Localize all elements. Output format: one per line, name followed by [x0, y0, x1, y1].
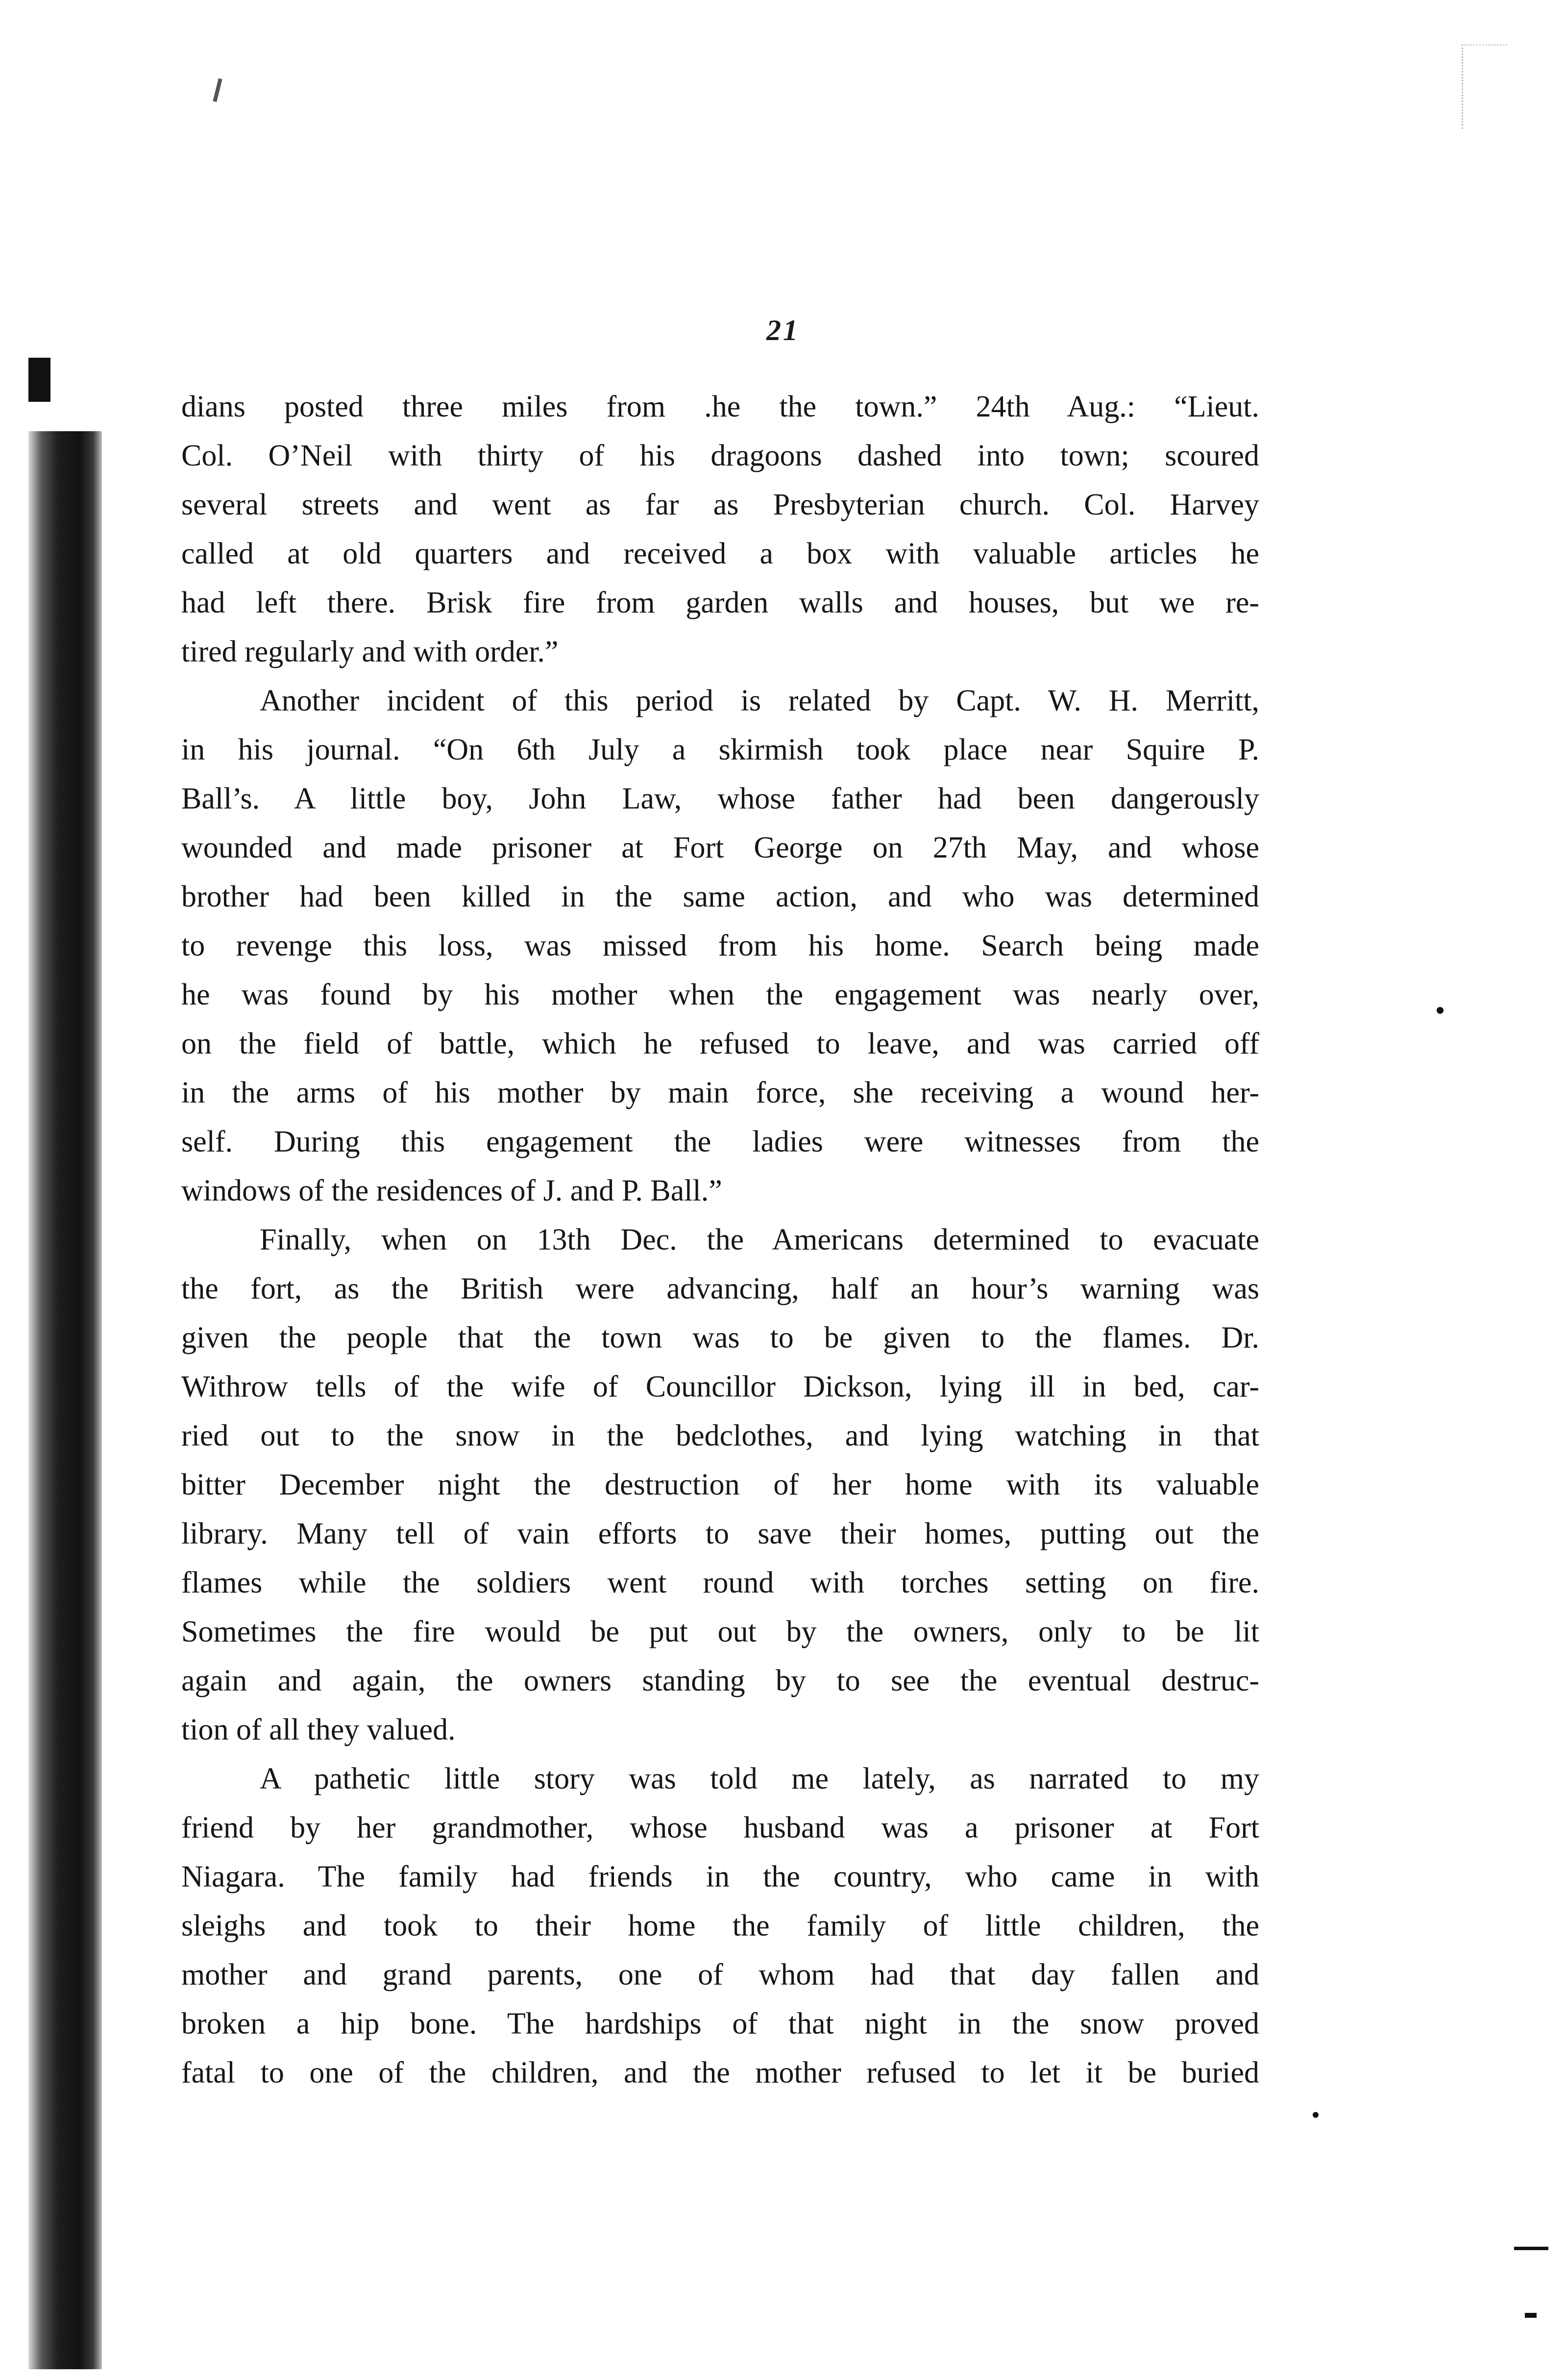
- text-line: fatal to one of the children, and the mother refused to let it be buried: [181, 2056, 1259, 2089]
- text-line: Finally, when on 13th Dec. the Americans determined to evacuate: [260, 1223, 1259, 1256]
- stray-mark: [213, 78, 222, 102]
- text-line: Sometimes the fire would be put out by the owners, only to be lit: [181, 1615, 1259, 1648]
- text-line: several streets and went as far as Presbyterian church. Col. Harvey: [181, 488, 1259, 521]
- text-line: given the people that the town was to be given to the flames. Dr.: [181, 1321, 1259, 1354]
- text-line: mother and grand parents, one of whom had that day fallen and: [181, 1958, 1259, 1991]
- text-line: tion of all they valued.: [181, 1713, 456, 1746]
- text-line: the fort, as the British were advancing, half an hour’s warning was: [181, 1272, 1259, 1305]
- text-line: self. During this engagement the ladies were witnesses from the: [181, 1125, 1259, 1158]
- paragraph: [181, 1215, 1259, 1754]
- text-line: sleighs and took to their home the family of little children, the: [181, 1909, 1259, 1942]
- text-line: he was found by his mother when the engagement was nearly over,: [181, 978, 1259, 1011]
- page-number: 21: [766, 314, 800, 346]
- text-line: had left there. Brisk fire from garden walls and houses, but we re-: [181, 586, 1259, 619]
- corner-speckle: [1462, 44, 1507, 129]
- text-line: on the field of battle, which he refused to leave, and was carried off: [181, 1027, 1259, 1060]
- text-line: friend by her grandmother, whose husband was a prisoner at Fort: [181, 1811, 1259, 1844]
- paragraph: [181, 1754, 1259, 2097]
- paragraph: [181, 676, 1259, 1215]
- text-line: Niagara. The family had friends in the country, who came in with: [181, 1860, 1259, 1893]
- text-line: library. Many tell of vain efforts to save their homes, putting out the: [181, 1517, 1259, 1550]
- text-line: in his journal. “On 6th July a skirmish took place near Squire P.: [181, 733, 1259, 766]
- text-line: tired regularly and with order.”: [181, 635, 559, 668]
- body-text: [181, 382, 1259, 2097]
- text-line: Withrow tells of the wife of Councillor Dickson, lying ill in bed, car-: [181, 1370, 1259, 1403]
- text-line: again and again, the owners standing by to see the eventual destruc-: [181, 1664, 1259, 1697]
- edge-dash: [1514, 2247, 1548, 2250]
- text-line: to revenge this loss, was missed from his home. Search being made: [181, 929, 1259, 962]
- text-line: windows of the residences of J. and P. Ball.”: [181, 1174, 722, 1207]
- text-line: called at old quarters and received a box with valuable articles he: [181, 537, 1259, 570]
- text-line: Another incident of this period is related by Capt. W. H. Merritt,: [260, 684, 1259, 717]
- paragraph: [181, 382, 1259, 676]
- text-line: A pathetic little story was told me lately, as narrated to my: [260, 1762, 1259, 1795]
- text-line: broken a hip bone. The hardships of that night in the snow proved: [181, 2007, 1259, 2040]
- stray-dot: [1437, 1007, 1444, 1014]
- text-line: bitter December night the destruction of her home with its valuable: [181, 1468, 1259, 1501]
- text-line: in the arms of his mother by main force, she receiving a wound her-: [181, 1076, 1259, 1109]
- text-line: dians posted three miles from .he the town.” 24th Aug.: “Lieut.: [181, 390, 1259, 423]
- text-line: Col. O’Neil with thirty of his dragoons dashed into town; scoured: [181, 439, 1259, 472]
- text-line: brother had been killed in the same action, and who was determined: [181, 880, 1259, 913]
- text-line: flames while the soldiers went round with torches setting on fire.: [181, 1566, 1259, 1599]
- edge-dash-small: [1525, 2313, 1537, 2318]
- text-line: Ball’s. A little boy, John Law, whose father had been dangerously: [181, 782, 1259, 815]
- text-line: ried out to the snow in the bedclothes, and lying watching in that: [181, 1419, 1259, 1452]
- stray-dot: [1313, 2112, 1319, 2118]
- text-line: wounded and made prisoner at Fort George on 27th May, and whose: [181, 831, 1259, 864]
- binding-notch: [28, 358, 50, 402]
- binding-shadow: [28, 431, 102, 2369]
